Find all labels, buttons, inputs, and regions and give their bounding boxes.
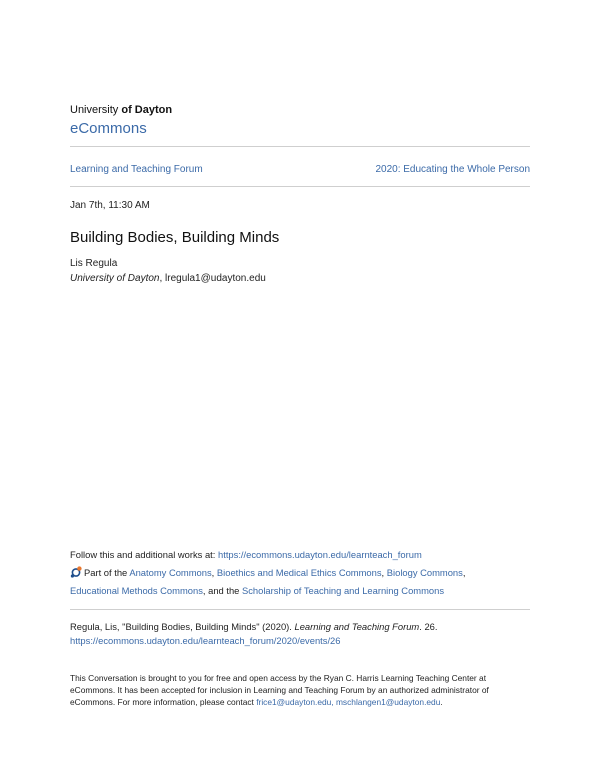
event-date: Jan 7th, 11:30 AM xyxy=(70,200,150,211)
biology-commons-link[interactable]: Biology Commons xyxy=(386,567,463,578)
part-of-line-2 xyxy=(70,585,444,596)
notice-line-3-end: . xyxy=(440,697,443,707)
event-series-link[interactable]: 2020: Educating the Whole Person xyxy=(375,164,530,175)
event-title: Building Bodies, Building Minds xyxy=(70,229,280,246)
ecommons-link[interactable]: eCommons xyxy=(70,120,147,137)
bepress-network-icon xyxy=(70,566,82,580)
citation-series: Learning and Teaching Forum xyxy=(294,621,420,632)
access-notice xyxy=(70,672,489,708)
anatomy-commons-link[interactable]: Anatomy Commons xyxy=(129,567,212,578)
university-name xyxy=(70,104,172,116)
author-name: Lis Regula xyxy=(70,258,118,269)
author-affiliation xyxy=(70,273,266,284)
divider-top xyxy=(70,146,530,147)
university-suffix: of Dayton xyxy=(121,104,173,116)
educational-methods-commons-link[interactable]: Educational Methods Commons xyxy=(70,585,203,596)
follow-url[interactable]: https://ecommons.udayton.edu/learnteach_forum xyxy=(218,549,422,560)
separator: , and the xyxy=(202,585,242,596)
citation-suffix: . 26. xyxy=(419,621,438,632)
contact-emails[interactable]: frice1@udayton.edu, mschlangen1@udayton.edu xyxy=(256,697,441,707)
notice-line-2: eCommons. It has been accepted for inclusion in Learning and Teaching Forum by an authorized administrator of xyxy=(70,685,489,695)
separator: , xyxy=(211,567,217,578)
citation xyxy=(70,620,438,648)
bioethics-commons-link[interactable]: Bioethics and Medical Ethics Commons xyxy=(216,567,382,578)
sotl-commons-link[interactable]: Scholarship of Teaching and Learning Commons xyxy=(241,585,445,596)
university-prefix: University xyxy=(70,104,122,116)
divider-nav xyxy=(70,186,530,187)
notice-line-3: eCommons. For more information, please contact xyxy=(70,697,257,707)
separator: , xyxy=(462,567,466,578)
author-email: , lregula1@udayton.edu xyxy=(159,273,266,284)
citation-prefix: Regula, Lis, "Building Bodies, Building Minds" (2020). xyxy=(70,621,295,632)
follow-line xyxy=(70,549,422,560)
part-of-line-1 xyxy=(70,566,465,580)
citation-url[interactable]: https://ecommons.udayton.edu/learnteach_forum/2020/events/26 xyxy=(70,635,341,646)
forum-link[interactable]: Learning and Teaching Forum xyxy=(70,164,203,175)
follow-text: Follow this and additional works at: xyxy=(70,549,218,560)
notice-line-1: This Conversation is brought to you for free and open access by the Ryan C. Harris Learning Teaching Center at xyxy=(70,673,487,683)
part-of-prefix: Part of the xyxy=(84,567,130,578)
divider-citation xyxy=(70,609,530,610)
affiliation: University of Dayton xyxy=(70,273,160,284)
separator: , xyxy=(381,567,387,578)
